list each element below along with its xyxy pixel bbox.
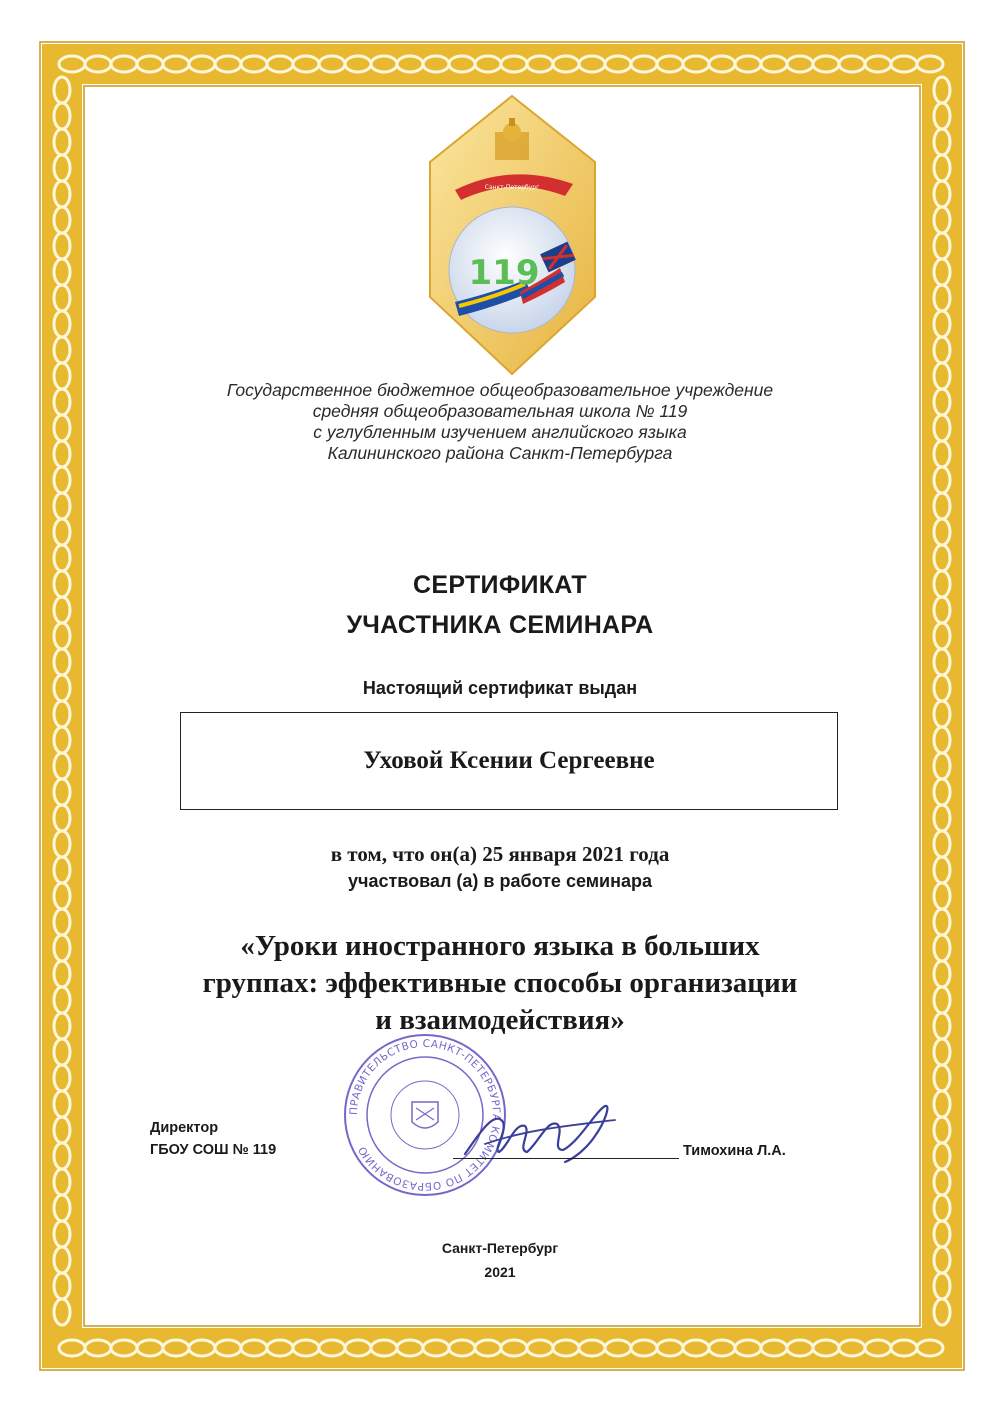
coat-of-arms-icon bbox=[412, 1102, 438, 1128]
statement-line-participation: участвовал (а) в работе семинара bbox=[347, 871, 652, 891]
recipient-name-box bbox=[180, 712, 838, 810]
svg-text:119: 119 bbox=[468, 253, 540, 293]
seminar-title-line: группах: эффективные способы организации bbox=[202, 967, 798, 999]
city: Санкт-Петербург bbox=[441, 1240, 559, 1256]
signature-line bbox=[453, 1158, 679, 1159]
seminar-title bbox=[0, 928, 1000, 1039]
issue-place-year bbox=[0, 1236, 1000, 1284]
organization-line: средняя общеобразовательная школа № 119 bbox=[312, 401, 688, 421]
school-short-name: ГБОУ СОШ № 119 bbox=[150, 1142, 277, 1158]
organization-line: Калининского района Санкт-Петербурга bbox=[327, 443, 673, 463]
title-line: СЕРТИФИКАТ bbox=[413, 571, 587, 599]
seminar-title-line: и взаимодействия» bbox=[375, 1004, 625, 1036]
year: 2021 bbox=[484, 1264, 516, 1280]
organization-line: Государственное бюджетное общеобразовательное учреждение bbox=[226, 380, 774, 400]
director-position bbox=[150, 1117, 276, 1161]
handwritten-signature bbox=[455, 1092, 625, 1172]
issued-to-label: Настоящий сертификат выдан bbox=[362, 678, 638, 698]
recipient-name: Уховой Ксении Сергеевне bbox=[363, 747, 655, 774]
statement-line-date: в том, что он(а) 25 января 2021 года bbox=[330, 842, 670, 866]
title-line: УЧАСТНИКА СЕМИНАРА bbox=[346, 611, 654, 639]
certificate-title bbox=[0, 565, 1000, 645]
svg-text:Санкт-Петербург: Санкт-Петербург bbox=[484, 184, 540, 191]
director-title: Директор bbox=[150, 1120, 219, 1136]
organization-header bbox=[0, 380, 1000, 464]
school-emblem bbox=[425, 92, 600, 377]
seminar-title-line: «Уроки иностранного языка в больших bbox=[240, 930, 760, 962]
organization-line: с углубленным изучением английского языка bbox=[313, 422, 687, 442]
svg-text:ПРАВИТЕЛЬСТВО САНКТ-ПЕТЕРБУРГА: ПРАВИТЕЛЬСТВО САНКТ-ПЕТЕРБУРГА КОМИТЕТ ПО ОБРАЗОВАНИЮ bbox=[347, 1037, 503, 1193]
signer-name: Тимохина Л.А. bbox=[683, 1143, 786, 1159]
